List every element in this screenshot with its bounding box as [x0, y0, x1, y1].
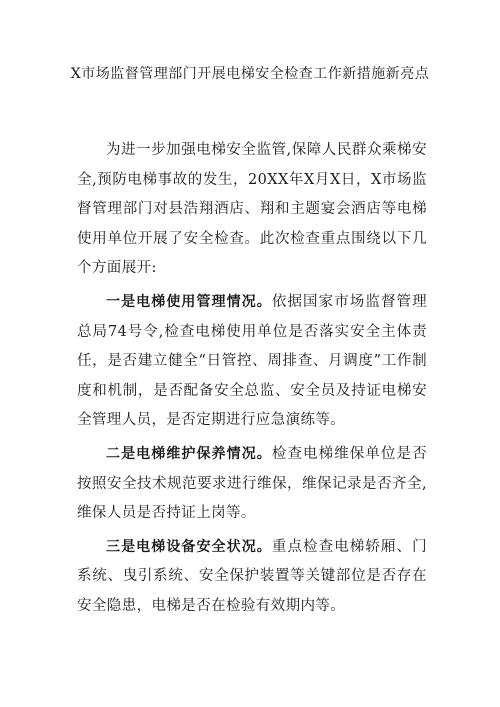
- document-title: X市场监督管理部门开展电梯安全检查工作新措施新亮点: [70, 66, 430, 82]
- paragraph-intro-text: 为进一步加强电梯安全监管,保障人民群众乘梯安全,预防电梯事故的发生，20XX年X月X日，X市场监督管理部门对县浩翔酒店、翔和主题宴会酒店等电梯使用单位开展了安全检查。此次检查重点围绕以下几个方面展开:: [77, 142, 427, 277]
- paragraph-maintenance-text: 检查电梯维保单位是否按照安全技术规范要求进行维保，维保记录是否齐全,维保人员是否持证上岗等。: [77, 445, 428, 522]
- document-body: [77, 136, 427, 622]
- paragraph-usage-management-lead: 一是电梯使用管理情况。: [106, 293, 272, 310]
- paragraph-maintenance-lead: 二是电梯维护保养情况。: [106, 445, 272, 462]
- paragraph-maintenance: [77, 440, 427, 529]
- paragraph-equipment-safety: [77, 533, 427, 622]
- paragraph-usage-management: [77, 288, 427, 436]
- paragraph-equipment-safety-lead: 三是电梯设备安全状况。: [106, 538, 272, 555]
- paragraph-equipment-safety-text: 重点检查电梯轿厢、门系统、曳引系统、安全保护装置等关键部位是否存在安全隐患，电梯是否在检验有效期内等。: [77, 538, 428, 614]
- paragraph-intro: [77, 136, 427, 284]
- paragraph-usage-management-text: 依据国家市场监督管理总局74号令,检查电梯使用单位是否落实安全主体责任，是否建立健全“日管控、周排查、月调度”工作制度和机制，是否配备安全总监、安全员及持证电梯安全管理人员，是否定期进行应急演练等。: [77, 293, 428, 429]
